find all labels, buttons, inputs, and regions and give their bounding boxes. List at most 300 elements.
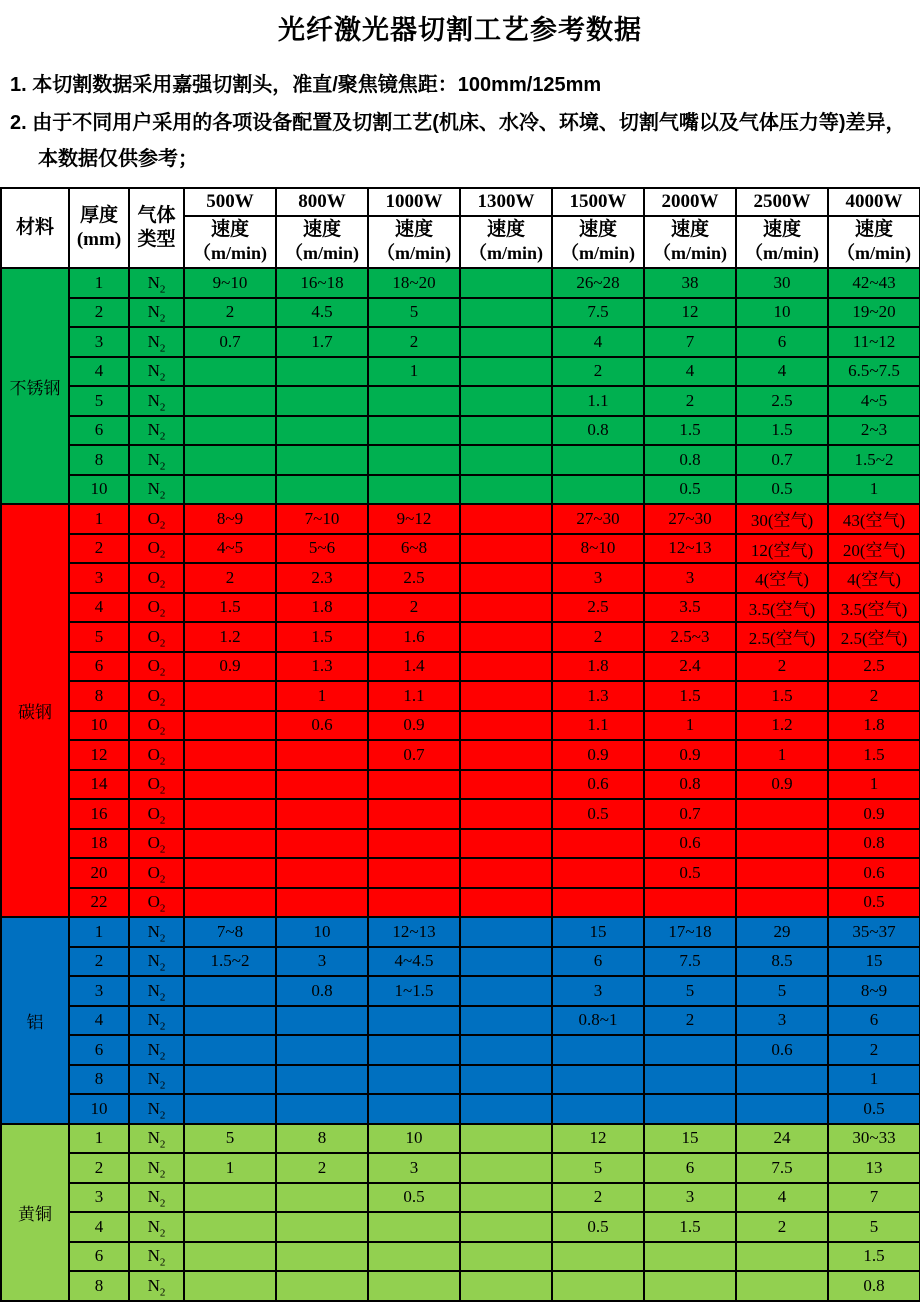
speed-cell: 1.3 [552, 681, 644, 711]
speed-cell: 2.5 [828, 652, 920, 682]
table-row [1, 770, 920, 800]
thickness-cell: 22 [69, 888, 129, 918]
header-material: 材料 [1, 188, 69, 268]
speed-cell: 1.1 [368, 681, 460, 711]
speed-cell: 6 [552, 947, 644, 977]
speed-cell [460, 622, 552, 652]
note-1: 1. 本切割数据采用嘉强切割头，准直/聚焦镜焦距：100mm/125mm [10, 74, 602, 96]
speed-cell: 2 [736, 1212, 828, 1242]
speed-cell: 1 [276, 681, 368, 711]
speed-cell: 1.2 [184, 622, 276, 652]
header-speed-1000w: 速度 （m/min) [368, 216, 460, 268]
thickness-cell: 2 [69, 298, 129, 328]
table-row [1, 858, 920, 888]
table-row [1, 1242, 920, 1272]
speed-cell [460, 268, 552, 298]
speed-cell: 42~43 [828, 268, 920, 298]
speed-cell [276, 858, 368, 888]
speed-cell: 1.8 [276, 593, 368, 623]
gas-type-cell: $N_2$ [129, 386, 184, 416]
speed-cell: 1.3 [276, 652, 368, 682]
speed-cell: 0.6 [828, 858, 920, 888]
speed-cell [276, 888, 368, 918]
speed-cell [552, 888, 644, 918]
speed-cell [368, 829, 460, 859]
speed-cell: 15 [644, 1124, 736, 1154]
thickness-cell: 10 [69, 475, 129, 505]
speed-cell: 2.3 [276, 563, 368, 593]
material-cell: 不锈钢 [1, 268, 69, 504]
table-row [1, 888, 920, 918]
speed-cell [368, 799, 460, 829]
speed-cell: 3.5(空气) [736, 593, 828, 623]
speed-cell: 1.5 [736, 681, 828, 711]
speed-cell [552, 829, 644, 859]
speed-cell: 0.9 [736, 770, 828, 800]
speed-cell [552, 1242, 644, 1272]
speed-cell [184, 770, 276, 800]
header-thickness [69, 188, 129, 268]
thickness-cell: 5 [69, 622, 129, 652]
speed-cell: 1.5 [828, 740, 920, 770]
speed-cell: 0.5 [828, 888, 920, 918]
speed-cell [184, 1183, 276, 1213]
speed-cell: 7.5 [736, 1153, 828, 1183]
table-row [1, 740, 920, 770]
speed-cell [368, 858, 460, 888]
speed-cell: 3 [368, 1153, 460, 1183]
speed-cell [368, 1242, 460, 1272]
speed-cell [276, 1006, 368, 1036]
speed-cell [460, 445, 552, 475]
speed-cell: 0.6 [736, 1035, 828, 1065]
speed-cell: 2 [368, 593, 460, 623]
speed-cell [460, 917, 552, 947]
speed-cell: 0.7 [736, 445, 828, 475]
speed-cell [184, 858, 276, 888]
speed-cell [736, 858, 828, 888]
gas-type-cell: $N_2$ [129, 1212, 184, 1242]
speed-cell [184, 888, 276, 918]
speed-cell [276, 740, 368, 770]
speed-cell [460, 858, 552, 888]
material-cell: 黄铜 [1, 1124, 69, 1301]
speed-cell: 10 [736, 298, 828, 328]
speed-cell: 1.2 [736, 711, 828, 741]
header-speed-4000w: 速度 （m/min) [828, 216, 920, 268]
gas-type-cell: $N_2$ [129, 917, 184, 947]
speed-cell: 0.6 [552, 770, 644, 800]
speed-cell: 4~5 [184, 534, 276, 564]
speed-cell [276, 416, 368, 446]
gas-type-cell: $N_2$ [129, 475, 184, 505]
speed-cell [368, 1006, 460, 1036]
table-row [1, 681, 920, 711]
speed-cell: 4~5 [828, 386, 920, 416]
speed-cell: 7.5 [552, 298, 644, 328]
thickness-cell: 2 [69, 534, 129, 564]
thickness-cell: 5 [69, 386, 129, 416]
speed-cell: 0.8~1 [552, 1006, 644, 1036]
speed-cell: 3 [736, 1006, 828, 1036]
speed-cell [276, 1212, 368, 1242]
gas-type-cell: $O_2$ [129, 504, 184, 534]
speed-cell: 7~8 [184, 917, 276, 947]
table-row [1, 475, 920, 505]
speed-cell [460, 416, 552, 446]
speed-cell [460, 976, 552, 1006]
speed-cell: 3 [552, 976, 644, 1006]
thickness-cell: 4 [69, 593, 129, 623]
speed-cell [736, 1271, 828, 1301]
speed-cell: 1.5 [276, 622, 368, 652]
speed-cell: 8~9 [828, 976, 920, 1006]
speed-cell: 1 [184, 1153, 276, 1183]
table-header [1, 188, 920, 268]
speed-cell [184, 357, 276, 387]
page-title: 光纤激光器切割工艺参考数据 [278, 15, 642, 45]
header-speed-1500w: 速度 （m/min) [552, 216, 644, 268]
table-row [1, 445, 920, 475]
speed-cell [552, 445, 644, 475]
gas-type-cell: $N_2$ [129, 976, 184, 1006]
speed-cell [736, 888, 828, 918]
speed-cell: 0.8 [828, 1271, 920, 1301]
speed-cell [184, 1035, 276, 1065]
speed-cell: 9~10 [184, 268, 276, 298]
header-power-800w: 800W [276, 188, 368, 216]
thickness-cell: 4 [69, 357, 129, 387]
header-gas-label-1: 气体 [137, 205, 176, 227]
speed-cell: 16~18 [276, 268, 368, 298]
header-power-2500w: 2500W [736, 188, 828, 216]
speed-cell: 2.5~3 [644, 622, 736, 652]
speed-cell [184, 711, 276, 741]
speed-cell: 2~3 [828, 416, 920, 446]
speed-cell [460, 1094, 552, 1124]
gas-type-cell: $N_2$ [129, 268, 184, 298]
speed-cell: 18~20 [368, 268, 460, 298]
speed-cell [460, 504, 552, 534]
speed-cell [460, 770, 552, 800]
speed-cell [276, 445, 368, 475]
speed-cell: 12 [644, 298, 736, 328]
table-row [1, 799, 920, 829]
speed-cell: 30 [736, 268, 828, 298]
gas-type-cell: $O_2$ [129, 888, 184, 918]
gas-type-cell: $O_2$ [129, 829, 184, 859]
speed-cell: 0.5 [552, 799, 644, 829]
speed-cell [460, 563, 552, 593]
gas-type-cell: $O_2$ [129, 711, 184, 741]
table-row [1, 416, 920, 446]
speed-cell: 1.1 [552, 386, 644, 416]
speed-cell: 27~30 [552, 504, 644, 534]
table-row [1, 534, 920, 564]
speed-cell [368, 445, 460, 475]
speed-cell: 1 [828, 770, 920, 800]
speed-cell [276, 475, 368, 505]
material-cell: 碳钢 [1, 504, 69, 917]
material-cell: 铝 [1, 917, 69, 1124]
thickness-cell: 3 [69, 563, 129, 593]
speed-cell: 3 [644, 563, 736, 593]
thickness-cell: 1 [69, 504, 129, 534]
speed-cell [184, 829, 276, 859]
speed-cell: 8~10 [552, 534, 644, 564]
speed-cell [184, 475, 276, 505]
speed-cell: 1.7 [276, 327, 368, 357]
header-power-2000w: 2000W [644, 188, 736, 216]
speed-cell: 1.5 [644, 681, 736, 711]
thickness-cell: 6 [69, 416, 129, 446]
gas-type-cell: $O_2$ [129, 858, 184, 888]
speed-cell: 4 [736, 357, 828, 387]
gas-type-cell: $O_2$ [129, 534, 184, 564]
table-row [1, 1212, 920, 1242]
speed-cell: 2 [552, 357, 644, 387]
speed-cell [368, 1035, 460, 1065]
speed-cell [552, 1065, 644, 1095]
speed-cell: 1 [368, 357, 460, 387]
speed-cell: 12 [552, 1124, 644, 1154]
speed-cell [460, 1035, 552, 1065]
speed-cell [184, 1271, 276, 1301]
speed-cell: 29 [736, 917, 828, 947]
speed-cell: 0.5 [644, 475, 736, 505]
speed-cell [276, 357, 368, 387]
speed-cell [184, 681, 276, 711]
speed-cell: 2.5(空气) [828, 622, 920, 652]
speed-cell: 5 [368, 298, 460, 328]
speed-cell: 13 [828, 1153, 920, 1183]
thickness-cell: 20 [69, 858, 129, 888]
speed-cell: 2 [368, 327, 460, 357]
speed-cell [460, 327, 552, 357]
table-row [1, 1271, 920, 1301]
speed-cell [368, 1094, 460, 1124]
speed-cell: 0.8 [276, 976, 368, 1006]
note-2: 2. 由于不同用户采用的各项设备配置及切割工艺(机床、水冷、环境、切割气嘴以及气体压力等)差异，本数据仅供参考； [10, 112, 906, 170]
gas-type-cell: $O_2$ [129, 740, 184, 770]
thickness-cell: 6 [69, 1242, 129, 1272]
speed-cell: 17~18 [644, 917, 736, 947]
speed-cell: 38 [644, 268, 736, 298]
speed-cell: 3.5(空气) [828, 593, 920, 623]
speed-cell: 0.9 [644, 740, 736, 770]
speed-cell: 7~10 [276, 504, 368, 534]
speed-cell: 2 [736, 652, 828, 682]
gas-type-cell: $N_2$ [129, 1094, 184, 1124]
gas-type-cell: $O_2$ [129, 563, 184, 593]
speed-cell [552, 1271, 644, 1301]
table-row [1, 829, 920, 859]
speed-cell [460, 386, 552, 416]
header-power-1500w: 1500W [552, 188, 644, 216]
speed-cell: 2 [276, 1153, 368, 1183]
gas-type-cell: $O_2$ [129, 681, 184, 711]
page [0, 8, 920, 1302]
table-row [1, 917, 920, 947]
speed-cell: 1~1.5 [368, 976, 460, 1006]
speed-cell: 6 [644, 1153, 736, 1183]
table-row [1, 947, 920, 977]
speed-cell: 4 [552, 327, 644, 357]
speed-cell [736, 799, 828, 829]
speed-cell: 27~30 [644, 504, 736, 534]
speed-cell [460, 1212, 552, 1242]
gas-type-cell: $N_2$ [129, 1065, 184, 1095]
speed-cell: 1.6 [368, 622, 460, 652]
speed-cell: 9~12 [368, 504, 460, 534]
speed-cell [184, 445, 276, 475]
speed-cell: 2.5 [736, 386, 828, 416]
speed-cell: 2 [828, 1035, 920, 1065]
speed-cell [644, 1035, 736, 1065]
gas-type-cell: $N_2$ [129, 445, 184, 475]
speed-cell [460, 1183, 552, 1213]
gas-type-cell: $N_2$ [129, 1271, 184, 1301]
table-row [1, 711, 920, 741]
speed-cell: 35~37 [828, 917, 920, 947]
speed-cell: 11~12 [828, 327, 920, 357]
thickness-cell: 4 [69, 1006, 129, 1036]
table-row [1, 357, 920, 387]
header-gas [129, 188, 184, 268]
speed-cell [460, 740, 552, 770]
table-row [1, 563, 920, 593]
speed-cell [368, 888, 460, 918]
speed-cell: 2 [644, 1006, 736, 1036]
thickness-cell: 8 [69, 1065, 129, 1095]
speed-cell [736, 1065, 828, 1095]
table-row [1, 976, 920, 1006]
speed-cell: 4 [736, 1183, 828, 1213]
speed-cell: 0.5 [644, 858, 736, 888]
speed-cell [460, 829, 552, 859]
speed-cell [184, 1094, 276, 1124]
speed-cell: 0.5 [552, 1212, 644, 1242]
gas-type-cell: $N_2$ [129, 416, 184, 446]
speed-cell: 2 [552, 622, 644, 652]
gas-type-cell: $O_2$ [129, 652, 184, 682]
speed-cell [184, 1212, 276, 1242]
gas-type-cell: $N_2$ [129, 1124, 184, 1154]
speed-cell [368, 1271, 460, 1301]
thickness-cell: 8 [69, 681, 129, 711]
header-power-4000w: 4000W [828, 188, 920, 216]
speed-cell: 2 [552, 1183, 644, 1213]
header-gas-label-2: 类型 [137, 229, 176, 250]
speed-cell: 6~8 [368, 534, 460, 564]
speed-cell: 8~9 [184, 504, 276, 534]
speed-cell: 0.7 [368, 740, 460, 770]
speed-cell [184, 1065, 276, 1095]
thickness-cell: 6 [69, 652, 129, 682]
table-row [1, 1035, 920, 1065]
speed-cell: 3 [644, 1183, 736, 1213]
speed-cell [368, 1212, 460, 1242]
speed-cell [644, 1094, 736, 1124]
speed-cell [368, 1065, 460, 1095]
header-speed-1300w: 速度 （m/min) [460, 216, 552, 268]
speed-cell [736, 1242, 828, 1272]
speed-cell: 6.5~7.5 [828, 357, 920, 387]
speed-cell: 20(空气) [828, 534, 920, 564]
speed-cell: 0.5 [736, 475, 828, 505]
speed-cell: 7 [644, 327, 736, 357]
speed-cell: 26~28 [552, 268, 644, 298]
speed-cell: 6 [736, 327, 828, 357]
speed-cell [184, 386, 276, 416]
gas-type-cell: $N_2$ [129, 1183, 184, 1213]
speed-cell [460, 1242, 552, 1272]
header-power-500w: 500W [184, 188, 276, 216]
speed-cell: 1.5 [184, 593, 276, 623]
speed-cell: 2 [828, 681, 920, 711]
speed-cell [184, 1242, 276, 1272]
speed-cell: 3 [276, 947, 368, 977]
speed-cell: 10 [368, 1124, 460, 1154]
speed-cell: 43(空气) [828, 504, 920, 534]
speed-cell: 8.5 [736, 947, 828, 977]
speed-cell [460, 1153, 552, 1183]
header-power-row [1, 188, 920, 216]
speed-cell: 15 [828, 947, 920, 977]
speed-cell: 19~20 [828, 298, 920, 328]
thickness-cell: 18 [69, 829, 129, 859]
header-power-1000w: 1000W [368, 188, 460, 216]
speed-cell [368, 416, 460, 446]
speed-cell: 1.8 [552, 652, 644, 682]
speed-cell [276, 386, 368, 416]
speed-cell [184, 976, 276, 1006]
speed-cell: 12~13 [644, 534, 736, 564]
gas-type-cell: $O_2$ [129, 622, 184, 652]
speed-cell: 2.5 [552, 593, 644, 623]
speed-cell: 15 [552, 917, 644, 947]
speed-cell: 1.1 [552, 711, 644, 741]
speed-cell [276, 1242, 368, 1272]
thickness-cell: 16 [69, 799, 129, 829]
speed-cell: 3 [552, 563, 644, 593]
speed-cell: 7.5 [644, 947, 736, 977]
thickness-cell: 14 [69, 770, 129, 800]
speed-cell: 0.9 [184, 652, 276, 682]
speed-cell: 0.7 [184, 327, 276, 357]
table-row [1, 1183, 920, 1213]
speed-cell: 2 [644, 386, 736, 416]
speed-cell [460, 1065, 552, 1095]
speed-cell [276, 829, 368, 859]
header-power-1300w: 1300W [460, 188, 552, 216]
thickness-cell: 3 [69, 327, 129, 357]
gas-type-cell: $N_2$ [129, 298, 184, 328]
thickness-cell: 1 [69, 917, 129, 947]
speed-cell [644, 1065, 736, 1095]
speed-cell [276, 1183, 368, 1213]
speed-cell: 2.5 [368, 563, 460, 593]
table-row [1, 504, 920, 534]
speed-cell [460, 298, 552, 328]
speed-cell [736, 829, 828, 859]
table-row [1, 1065, 920, 1095]
thickness-cell: 10 [69, 1094, 129, 1124]
thickness-cell: 2 [69, 947, 129, 977]
speed-cell [184, 799, 276, 829]
speed-cell [644, 888, 736, 918]
table-row [1, 386, 920, 416]
